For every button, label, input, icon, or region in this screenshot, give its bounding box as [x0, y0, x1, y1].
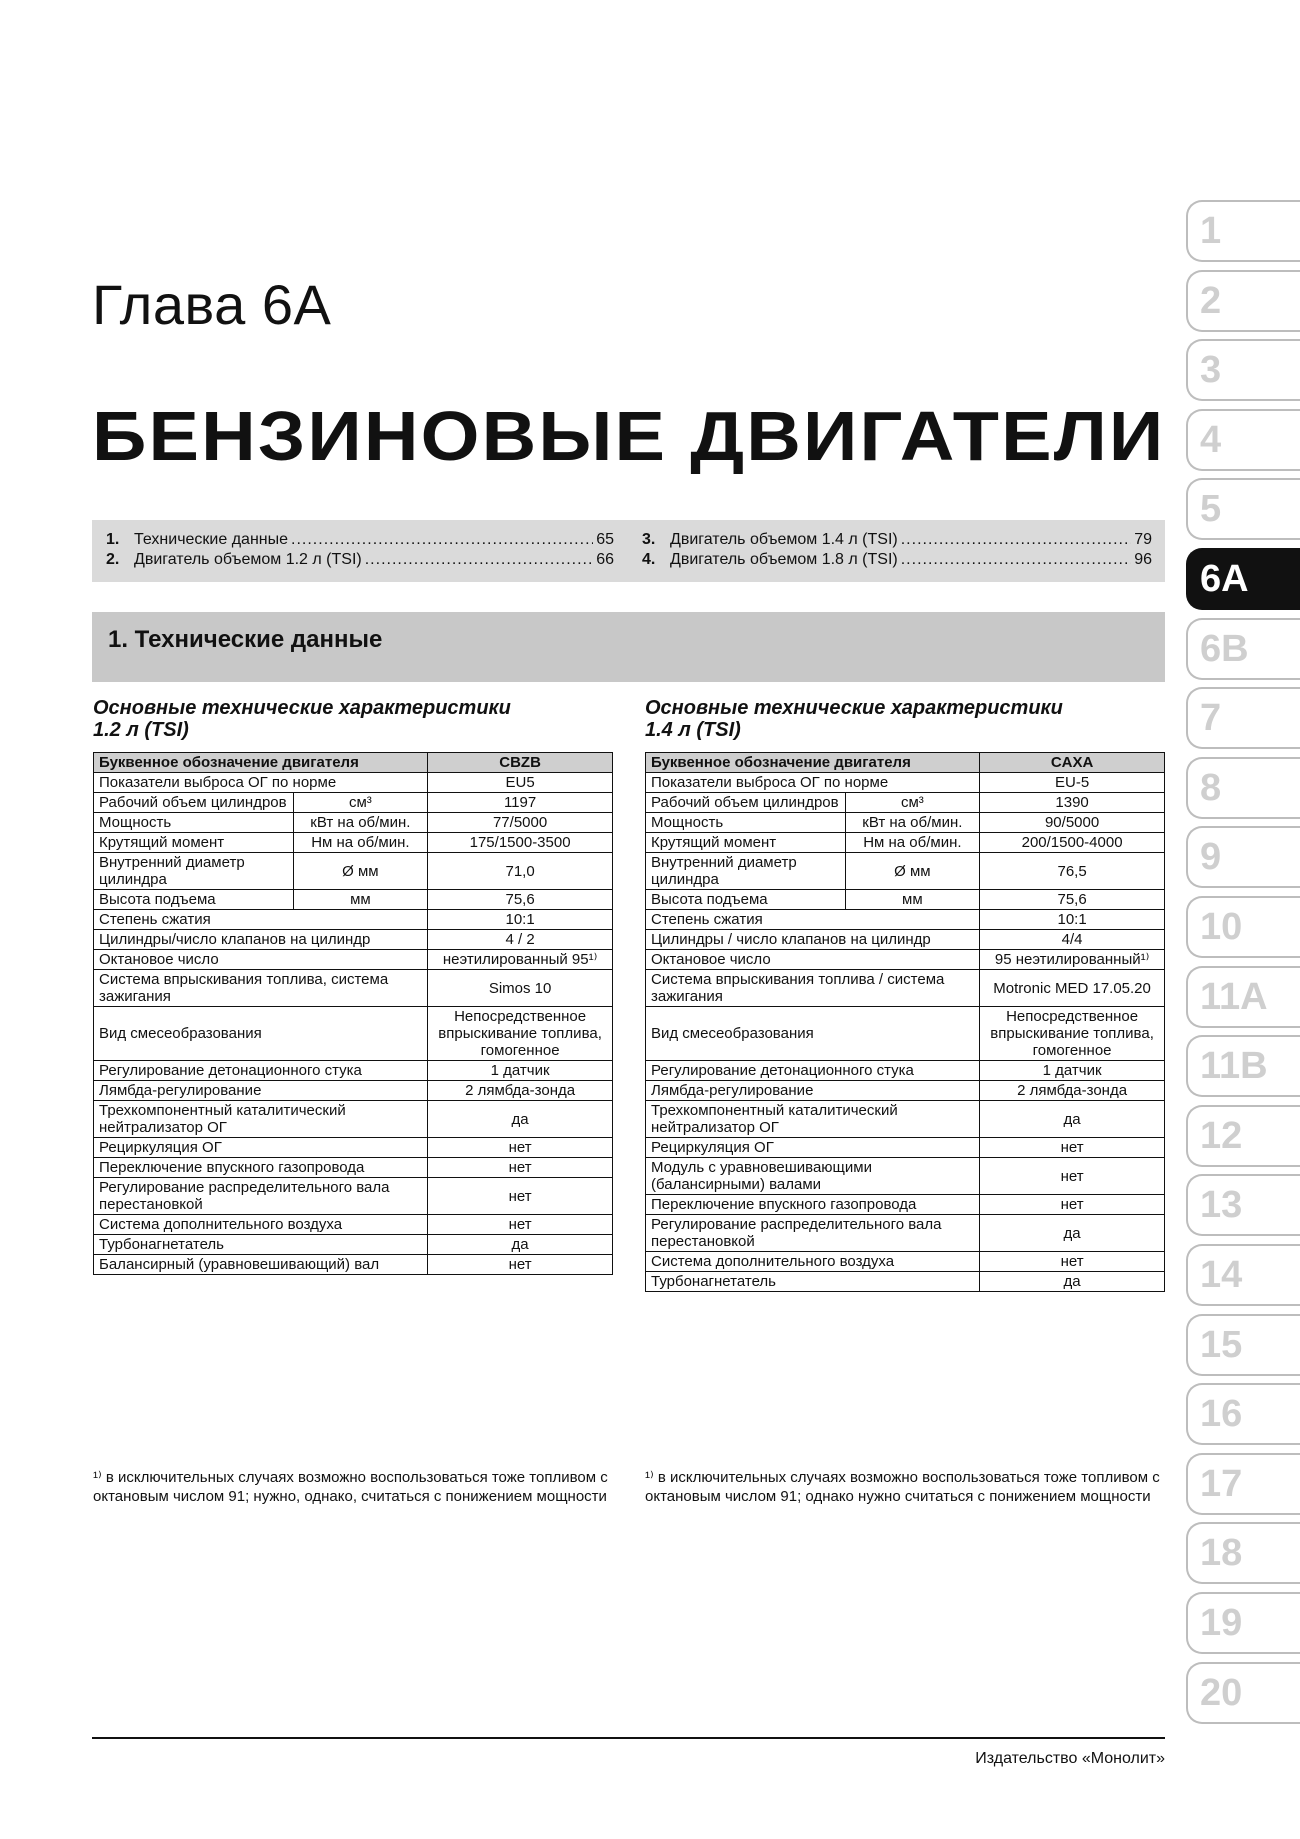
param-value-cell: Motronic MED 17.05.20	[980, 970, 1165, 1007]
param-unit-cell: мм	[845, 890, 980, 910]
chapter-tab-9[interactable]	[1186, 826, 1300, 888]
table-row	[646, 1061, 1165, 1081]
param-value-cell: да	[980, 1215, 1165, 1252]
param-value-cell: 77/5000	[428, 813, 613, 833]
param-unit-cell: Нм на об/мин.	[293, 833, 428, 853]
param-label-cell: Рабочий объем цилиндров	[646, 793, 846, 813]
chapter-tab-8[interactable]	[1186, 757, 1300, 819]
param-label-cell: Рециркуляция ОГ	[94, 1138, 428, 1158]
param-label-cell: Цилиндры/число клапанов на цилиндр	[94, 930, 428, 950]
param-label-cell: Вид смесеобразования	[646, 1007, 980, 1061]
param-value-cell: EU5	[428, 773, 613, 793]
param-value-cell: Simos 10	[428, 970, 613, 1007]
param-label-cell: Внутренний диаметр цилиндра	[646, 853, 846, 890]
chapter-tab-4[interactable]	[1186, 409, 1300, 471]
chapter-tab-18[interactable]	[1186, 1522, 1300, 1584]
table-row	[94, 1215, 613, 1235]
chapter-tab-2[interactable]	[1186, 270, 1300, 332]
param-value-cell: EU-5	[980, 773, 1165, 793]
toc-entry-title: Двигатель объемом 1.4 л (TSI)	[670, 531, 898, 548]
table-of-contents	[92, 520, 1165, 582]
table-row	[646, 1007, 1165, 1061]
param-value-cell: 1390	[980, 793, 1165, 813]
table-row	[646, 793, 1165, 813]
chapter-tab-label: 1	[1200, 210, 1222, 252]
table-row	[94, 950, 613, 970]
page-title: БЕНЗИНОВЫЕ ДВИГАТЕЛИ	[92, 397, 1166, 475]
chapter-tab-11b[interactable]	[1186, 1035, 1300, 1097]
toc-entry[interactable]	[106, 531, 614, 551]
section-header-bar	[92, 612, 1165, 682]
table-row	[646, 930, 1165, 950]
chapter-tab-label: 12	[1200, 1114, 1243, 1157]
param-label-cell: Система дополнительного воздуха	[94, 1215, 428, 1235]
chapter-tab-3[interactable]	[1186, 339, 1300, 401]
table-row	[94, 773, 613, 793]
header-value-cell: CAXA	[980, 753, 1165, 773]
table-row	[94, 1178, 613, 1215]
toc-entry-page: 66	[596, 551, 614, 568]
param-value-cell: нет	[428, 1138, 613, 1158]
param-unit-cell: мм	[293, 890, 428, 910]
param-label-cell: Балансирный (уравновешивающий) вал	[94, 1255, 428, 1275]
spec-heading-line: Основные технические характеристики	[645, 697, 1063, 719]
param-value-cell: да	[980, 1272, 1165, 1292]
toc-leader-dots	[901, 551, 1131, 569]
param-label-cell: Октановое число	[646, 950, 980, 970]
param-unit-cell: кВт на об/мин.	[293, 813, 428, 833]
chapter-tab-label: 11A	[1200, 975, 1268, 1018]
param-value-cell: 2 лямбда-зонда	[980, 1081, 1165, 1101]
table-row	[94, 1158, 613, 1178]
spec-heading-1-2	[93, 697, 511, 741]
table-row	[94, 833, 613, 853]
toc-entry[interactable]	[642, 551, 1152, 571]
toc-leader-dots	[291, 531, 593, 549]
param-label-cell: Цилиндры / число клапанов на цилиндр	[646, 930, 980, 950]
param-value-cell: нет	[980, 1252, 1165, 1272]
chapter-tab-label: 6B	[1200, 627, 1249, 670]
table-row	[94, 1235, 613, 1255]
chapter-tab-label: 6A	[1200, 558, 1249, 600]
param-value-cell: нет	[980, 1195, 1165, 1215]
toc-leader-dots	[365, 551, 593, 569]
chapter-tab-label: 7	[1200, 697, 1222, 740]
param-label-cell: Система дополнительного воздуха	[646, 1252, 980, 1272]
chapter-tab-11a[interactable]	[1186, 966, 1300, 1028]
table-row	[646, 1272, 1165, 1292]
table-row	[94, 930, 613, 950]
param-value-cell: 1 датчик	[428, 1061, 613, 1081]
chapter-tab-label: 19	[1200, 1602, 1243, 1644]
chapter-tab-label: 3	[1200, 349, 1222, 392]
toc-column-right	[642, 531, 1152, 571]
chapter-tab-7[interactable]	[1186, 687, 1300, 749]
param-label-cell: Высота подъема	[94, 890, 294, 910]
param-label-cell: Регулирование детонационного стука	[646, 1061, 980, 1081]
param-label-cell: Степень сжатия	[646, 910, 980, 930]
param-value-cell: 75,6	[428, 890, 613, 910]
param-label-cell: Показатели выброса ОГ по норме	[94, 773, 428, 793]
table-row	[94, 1061, 613, 1081]
param-label-cell: Показатели выброса ОГ по норме	[646, 773, 980, 793]
toc-entry-page: 79	[1134, 531, 1152, 548]
chapter-tab-label: 14	[1200, 1254, 1243, 1296]
publisher-footer: Издательство «Монолит»	[975, 1750, 1165, 1767]
param-label-cell: Регулирование распределительного вала перестановкой	[646, 1215, 980, 1252]
param-unit-cell: см³	[293, 793, 428, 813]
chapter-tab-6a[interactable]	[1186, 548, 1300, 610]
param-label-cell: Турбонагнетатель	[94, 1235, 428, 1255]
header-label-cell: Буквенное обозначение двигателя	[646, 753, 980, 773]
table-row	[94, 793, 613, 813]
chapter-tab-label: 5	[1200, 488, 1222, 531]
param-unit-cell: Нм на об/мин.	[845, 833, 980, 853]
toc-entry-number: 4.	[642, 551, 656, 568]
param-value-cell: 75,6	[980, 890, 1165, 910]
chapter-tab-10[interactable]	[1186, 896, 1300, 958]
param-value-cell: 10:1	[428, 910, 613, 930]
toc-entry-number: 1.	[106, 531, 120, 548]
param-label-cell: Лямбда-регулирование	[646, 1081, 980, 1101]
param-label-cell: Степень сжатия	[94, 910, 428, 930]
table-row	[94, 813, 613, 833]
spec-heading-1-4	[645, 697, 1063, 741]
table-row	[646, 1158, 1165, 1195]
param-label-cell: Мощность	[646, 813, 846, 833]
toc-leader-dots	[901, 531, 1131, 549]
table-row	[94, 1081, 613, 1101]
toc-column-left	[106, 531, 614, 571]
toc-entry-page: 65	[596, 531, 614, 548]
footer-rule	[92, 1737, 1165, 1739]
param-unit-cell: см³	[845, 793, 980, 813]
param-label-cell: Рабочий объем цилиндров	[94, 793, 294, 813]
param-value-cell: 1197	[428, 793, 613, 813]
param-label-cell: Регулирование детонационного стука	[94, 1061, 428, 1081]
param-value-cell: нет	[980, 1138, 1165, 1158]
param-label-cell: Рециркуляция ОГ	[646, 1138, 980, 1158]
chapter-tab-label: 13	[1200, 1184, 1243, 1227]
chapter-tab-label: 2	[1200, 279, 1222, 322]
param-label-cell: Трехкомпонентный каталитический нейтрализатор ОГ	[646, 1101, 980, 1138]
param-value-cell: Непосредственное впрыскивание топлива, гомогенное	[428, 1007, 613, 1061]
spec-table-1-2	[93, 752, 613, 1275]
table-header-row	[646, 753, 1165, 773]
spec-table-1-4	[645, 752, 1165, 1292]
toc-entry[interactable]	[642, 531, 1152, 551]
param-label-cell: Мощность	[94, 813, 294, 833]
param-value-cell: Непосредственное впрыскивание топлива, гомогенное	[980, 1007, 1165, 1061]
spec-heading-line: 1.2 л (TSI)	[93, 719, 189, 741]
param-label-cell: Регулирование распределительного вала перестановкой	[94, 1178, 428, 1215]
chapter-tab-16[interactable]	[1186, 1383, 1300, 1445]
param-value-cell: 2 лямбда-зонда	[428, 1081, 613, 1101]
table-row	[94, 1138, 613, 1158]
param-value-cell: да	[428, 1235, 613, 1255]
param-value-cell: 4/4	[980, 930, 1165, 950]
param-label-cell: Крутящий момент	[94, 833, 294, 853]
chapter-tab-14[interactable]	[1186, 1244, 1300, 1306]
param-value-cell: 76,5	[980, 853, 1165, 890]
param-value-cell: нет	[428, 1158, 613, 1178]
chapter-tab-label: 18	[1200, 1532, 1243, 1575]
table-row	[646, 813, 1165, 833]
param-label-cell: Внутренний диаметр цилиндра	[94, 853, 294, 890]
section-title: 1. Технические данные	[108, 626, 383, 653]
param-label-cell: Крутящий момент	[646, 833, 846, 853]
table-row	[646, 910, 1165, 930]
param-label-cell: Лямбда-регулирование	[94, 1081, 428, 1101]
param-label-cell: Система впрыскивания топлива / система зажигания	[646, 970, 980, 1007]
table-header-row	[94, 753, 613, 773]
table-row	[646, 773, 1165, 793]
chapter-tab-6b[interactable]	[1186, 618, 1300, 680]
param-value-cell: нет	[428, 1255, 613, 1275]
param-label-cell: Переключение впускного газопровода	[94, 1158, 428, 1178]
toc-entry-number: 3.	[642, 531, 656, 548]
chapter-tab-label: 9	[1200, 836, 1222, 879]
chapter-tab-label: 10	[1200, 906, 1243, 948]
chapter-tab-label: 20	[1200, 1671, 1243, 1714]
param-value-cell: 95 неэтилированный¹⁾	[980, 950, 1165, 970]
chapter-tab-label: 11B	[1200, 1045, 1268, 1088]
param-value-cell: да	[428, 1101, 613, 1138]
chapter-tab-13[interactable]	[1186, 1174, 1300, 1236]
toc-entry-title: Двигатель объемом 1.2 л (TSI)	[134, 551, 362, 568]
chapter-tab-1[interactable]	[1186, 200, 1300, 262]
param-value-cell: нет	[428, 1215, 613, 1235]
table-row	[94, 890, 613, 910]
footnote-1-2: ¹⁾ в исключительных случаях возможно воспользоваться тоже топливом с октановым числом 91; нужно, однако, считаться с понижением мощности	[93, 1469, 608, 1505]
spec-heading-line: Основные технические характеристики	[93, 697, 511, 719]
table-row	[646, 1195, 1165, 1215]
chapter-tab-label: 8	[1200, 766, 1222, 809]
chapter-tab-5[interactable]	[1186, 478, 1300, 540]
param-unit-cell: Ø мм	[293, 853, 428, 890]
param-label-cell: Модуль с уравновешивающими (балансирными) валами	[646, 1158, 980, 1195]
param-label-cell: Октановое число	[94, 950, 428, 970]
toc-entry-title: Технические данные	[134, 531, 289, 548]
chapter-label: Глава 6А	[92, 273, 332, 336]
param-label-cell: Система впрыскивания топлива, система зажигания	[94, 970, 428, 1007]
chapter-tab-19[interactable]	[1186, 1592, 1300, 1654]
chapter-tab-15[interactable]	[1186, 1314, 1300, 1376]
chapter-tab-17[interactable]	[1186, 1453, 1300, 1515]
table-row	[646, 1101, 1165, 1138]
param-value-cell: да	[980, 1101, 1165, 1138]
param-value-cell: нет	[980, 1158, 1165, 1195]
header-value-cell: CBZB	[428, 753, 613, 773]
param-value-cell: неэтилированный 95¹⁾	[428, 950, 613, 970]
param-label-cell: Турбонагнетатель	[646, 1272, 980, 1292]
table-row	[646, 1215, 1165, 1252]
table-row	[646, 890, 1165, 910]
toc-entry-title: Двигатель объемом 1.8 л (TSI)	[670, 551, 898, 568]
footnote-1-4: ¹⁾ в исключительных случаях возможно воспользоваться тоже топливом с октановым числом 91; однако нужно считаться с понижением мощности	[645, 1469, 1160, 1505]
param-value-cell: 10:1	[980, 910, 1165, 930]
table-row	[646, 1081, 1165, 1101]
chapter-tab-label: 17	[1200, 1462, 1243, 1505]
param-value-cell: 175/1500-3500	[428, 833, 613, 853]
param-value-cell: 200/1500-4000	[980, 833, 1165, 853]
param-value-cell: 1 датчик	[980, 1061, 1165, 1081]
table-row	[94, 970, 613, 1007]
table-row	[646, 1252, 1165, 1272]
param-value-cell: нет	[428, 1178, 613, 1215]
table-row	[94, 1101, 613, 1138]
param-label-cell: Переключение впускного газопровода	[646, 1195, 980, 1215]
spec-heading-line: 1.4 л (TSI)	[645, 719, 741, 741]
chapter-tab-label: 4	[1200, 418, 1222, 461]
toc-entry-number: 2.	[106, 551, 120, 568]
param-value-cell: 90/5000	[980, 813, 1165, 833]
table-row	[94, 910, 613, 930]
param-label-cell: Трехкомпонентный каталитический нейтрализатор ОГ	[94, 1101, 428, 1138]
param-unit-cell: кВт на об/мин.	[845, 813, 980, 833]
chapter-tab-20[interactable]	[1186, 1662, 1300, 1724]
param-label-cell: Вид смесеобразования	[94, 1007, 428, 1061]
toc-entry-page: 96	[1134, 551, 1152, 568]
chapter-tab-12[interactable]	[1186, 1105, 1300, 1167]
table-row	[646, 853, 1165, 890]
table-row	[646, 1138, 1165, 1158]
param-value-cell: 71,0	[428, 853, 613, 890]
toc-entry[interactable]	[106, 551, 614, 571]
header-label-cell: Буквенное обозначение двигателя	[94, 753, 428, 773]
table-row	[646, 833, 1165, 853]
param-value-cell: 4 / 2	[428, 930, 613, 950]
chapter-tab-label: 16	[1200, 1393, 1243, 1436]
table-row	[94, 1255, 613, 1275]
chapter-tab-label: 15	[1200, 1323, 1243, 1366]
param-label-cell: Высота подъема	[646, 890, 846, 910]
table-row	[646, 950, 1165, 970]
table-row	[94, 853, 613, 890]
table-row	[646, 970, 1165, 1007]
table-row	[94, 1007, 613, 1061]
param-unit-cell: Ø мм	[845, 853, 980, 890]
